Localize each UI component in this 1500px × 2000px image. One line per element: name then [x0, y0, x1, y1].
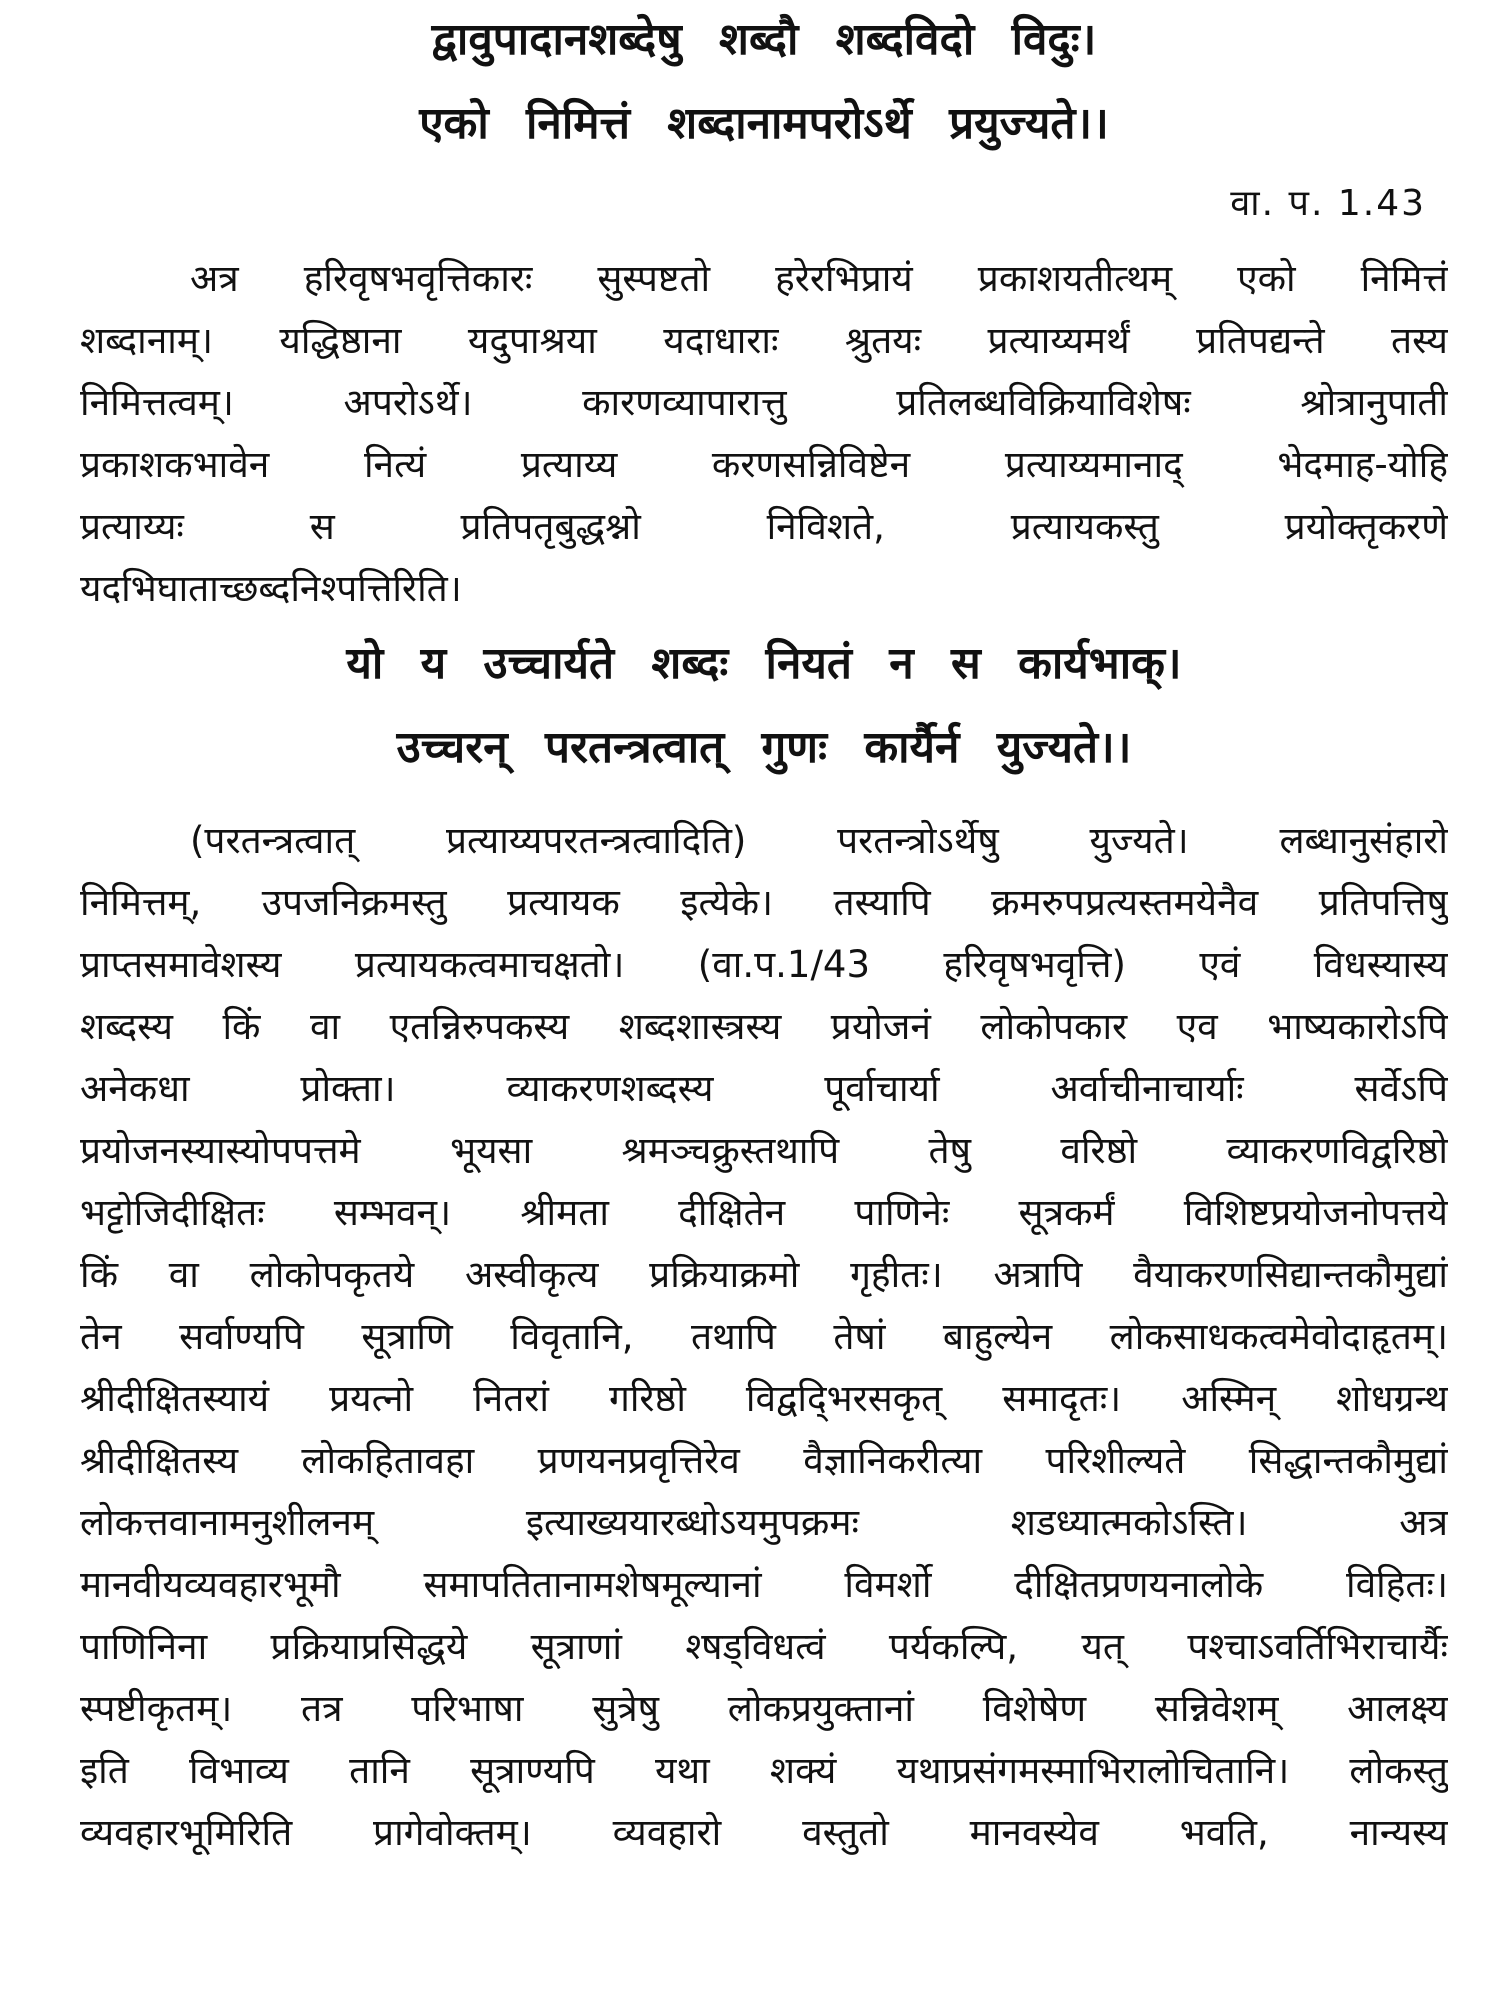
paragraph-line: लोकत्तवानामनुशीलनम् इत्याख्ययारब्धोऽयमुपक्रमः शडध्यात्मकोऽस्ति। अत्र — [80, 1501, 1448, 1544]
paragraph-line: प्रयोजनस्यास्योपपत्तमे भूयसा श्रमञ्चक्रुस्तथापि तेषु वरिष्ठो व्याकरणविद्वरिष्ठो — [80, 1129, 1448, 1172]
paragraph-line: निमित्तत्वम्। अपरोऽर्थे। कारणव्यापारात्तु प्रतिलब्धविक्रियाविशेषः श्रोत्रानुपाती — [80, 381, 1448, 424]
paragraph-line: प्राप्तसमावेशस्य प्रत्यायकत्वमाचक्षतो। (वा.प.1/43 हरिवृषभवृत्ति) एवं विधस्यास्य — [80, 943, 1448, 986]
paragraph-line: (परतन्त्रत्वात् प्रत्याय्यपरतन्त्रत्वादिति) परतन्त्रोऽर्थेषु युज्यते। लब्धानुसंहारो — [190, 819, 1448, 862]
paragraph-line: श्रीदीक्षितस्यायं प्रयत्नो नितरां गरिष्ठो विद्वद्‍भिरसकृत् समादृतः। अस्मिन् शोधग्रन्थ — [80, 1377, 1448, 1420]
paragraph-line: इति विभाव्य तानि सूत्राण्यपि यथा शक्यं यथाप्रसंगमस्माभिरालोचितानि। लोकस्तु — [80, 1749, 1448, 1792]
paragraph-line: निमित्तम्, उपजनिक्रमस्तु प्रत्यायक इत्येके। तस्यापि क्रमरुपप्रत्यस्तमयेनैव प्रतिपत्तिषु — [80, 881, 1448, 924]
paragraph-line: प्रकाशकभावेन नित्यं प्रत्याय्य करणसन्निविष्टेन प्रत्याय्यमानाद् भेदमाह-योहि — [80, 443, 1448, 486]
paragraph-line: श्रीदीक्षितस्य लोकहितावहा प्रणयनप्रवृत्तिरेव वैज्ञानिकरीत्या परिशील्यते सिद्धान्तकौमुद्यां — [80, 1439, 1448, 1482]
paragraph-line: अत्र हरिवृषभवृत्तिकारः सुस्पष्टतो हरेरभिप्रायं प्रकाशयतीत्थम् एको निमित्तं — [190, 257, 1448, 300]
paragraph-line: व्यवहारभूमिरिति प्रागेवोक्तम्। व्यवहारो वस्तुतो मानवस्येव भवति, नान्यस्य — [80, 1811, 1448, 1854]
verse-1-line-2: एको निमित्तं शब्दानामपरोऽर्थे प्रयुज्यते।। — [419, 98, 1109, 149]
commentary-paragraph-1 — [80, 248, 1448, 620]
paragraph-line: मानवीयव्यवहारभूमौ समापतितानामशेषमूल्यानां विमर्शो दीक्षितप्रणयनालोके विहितः। — [80, 1563, 1448, 1606]
paragraph-line: पाणिनिना प्रक्रियाप्रसिद्धये सूत्राणां श्षड्‌विधत्वं पर्यकल्पि, यत् पश्चाऽवर्तिभिराचार्यैः — [80, 1625, 1448, 1668]
paragraph-line: किं वा लोकोपकृतये अस्वीकृत्य प्रक्रियाक्रमो गृहीतः। अत्रापि वैयाकरणसिद्यान्तकौमुद्यां — [80, 1253, 1448, 1296]
verse-2 — [80, 638, 1448, 773]
paragraph-line: शब्दानाम्। यद्धिष्ठाना यदुपाश्रया यदाधाराः श्रुतयः प्रत्याय्यमर्थं प्रतिपद्यन्ते तस्य — [80, 319, 1448, 362]
verse-1 — [80, 14, 1448, 149]
paragraph-line: यदभिघाताच्छब्दनिश्पत्तिरिति। — [80, 567, 462, 610]
paragraph-line: भट्टोजिदीक्षितः सम्भवन्। श्रीमता दीक्षितेन पाणिनेः सूत्रकर्मं विशिष्टप्रयोजनोपत्तये — [80, 1191, 1448, 1234]
paragraph-line: शब्दस्य किं वा एतन्निरुपकस्य शब्दशास्त्रस्य प्रयोजनं लोकोपकार एव भाष्यकारोऽपि — [80, 1005, 1448, 1048]
verse-reference: वा. प. 1.43 — [1230, 183, 1426, 224]
commentary-paragraph-2 — [80, 810, 1448, 1864]
verse-2-line-2: उच्चरन् परतन्त्रत्वात् गुणः कार्यैर्न युज्यते।। — [396, 722, 1132, 773]
paragraph-line: तेन सर्वाण्यपि सूत्राणि विवृतानि, तथापि तेषां बाहुल्येन लोकसाधकत्वमेवोदाहृतम्। — [80, 1315, 1448, 1358]
verse-2-line-1: यो य उच्चार्यते शब्दः नियतं न स कार्यभाक्। — [346, 638, 1182, 689]
paragraph-line: प्रत्याय्यः स प्रतिपतृबुद्धश्नो निविशते, प्रत्यायकस्तु प्रयोक्तृकरणे — [80, 505, 1448, 548]
paragraph-line: अनेकधा प्रोक्ता। व्याकरणशब्दस्य पूर्वाचार्या अर्वाचीनाचार्याः सर्वेऽपि — [80, 1067, 1448, 1110]
verse-1-line-1: द्वावुपादानशब्देषु शब्दौ शब्दविदो विदुः। — [431, 14, 1097, 65]
document-page — [80, 0, 1448, 2000]
paragraph-line: स्पष्टीकृतम्। तत्र परिभाषा सुत्रेषु लोकप्रयुक्तानां विशेषेण सन्निवेशम् आलक्ष्य — [80, 1687, 1448, 1730]
